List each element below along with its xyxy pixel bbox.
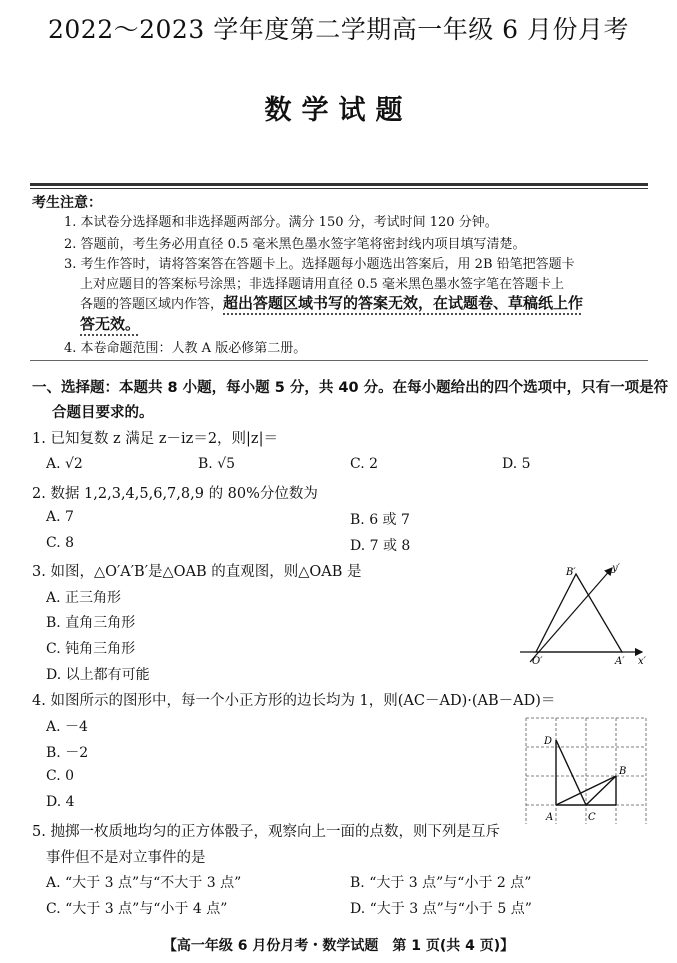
label-a: A xyxy=(546,812,554,823)
notice-item-3-line-3-plain: 各题的答题区域内作答， xyxy=(80,297,224,312)
figure-oblique-triangle xyxy=(512,558,647,668)
notice-item-3-line-1: 3. 考生作答时，请将答案答在答题卡上。选择题每小题选出答案后，用 2B 铅笔把答题卡 xyxy=(64,257,575,272)
q5-option-a: A. “大于 3 点”与“不大于 3 点” xyxy=(46,875,242,891)
label-a-prime: A′ xyxy=(615,656,625,667)
q4-option-b: B. －2 xyxy=(46,745,89,761)
segment-cb xyxy=(586,776,616,805)
q3-option-d: D. 以上都有可能 xyxy=(46,667,150,683)
q5-option-b: B. “大于 3 点”与“小于 2 点” xyxy=(350,875,532,891)
label-o-prime: O′ xyxy=(532,656,543,667)
q4-option-a: A. －4 xyxy=(46,719,88,735)
label-d: D xyxy=(544,736,553,747)
notice-item-3-line-2: 上对应题目的答案标号涂黑；非选择题请用直径 0.5 毫米黑色墨水签字笔在答题卡上 xyxy=(80,277,564,292)
notice-item-3-line-3 xyxy=(80,292,583,313)
label-y-prime: y′ xyxy=(612,563,620,574)
label-x-prime: x′ xyxy=(638,656,646,667)
label-c: C xyxy=(588,812,596,823)
q3-stem: 3. 如图，△O′A′B′是△OAB 的直观图，则△OAB 是 xyxy=(32,564,362,580)
notice-emphasis: 超出答题区域书写的答案无效，在试题卷、草稿纸上作 xyxy=(223,294,584,312)
q5-stem-line-1: 5. 抛掷一枚质地均匀的正方体骰子，观察向上一面的点数，则下列是互斥 xyxy=(32,824,500,840)
label-b-prime: B′ xyxy=(566,567,576,578)
notice-heading: 考生注意： xyxy=(32,195,102,211)
q4-option-d: D. 4 xyxy=(46,794,75,810)
q2-option-b: B. 6 或 7 xyxy=(350,512,410,528)
notice-item-2: 2. 答题前，考生务必用直径 0.5 毫米黑色墨水签字笔将密封线内项目填写清楚。 xyxy=(64,237,526,252)
notice-item-4: 4. 本卷命题范围：人教 A 版必修第二册。 xyxy=(64,341,307,356)
page-footer: 【高一年级 6 月份月考・数学试题 第 1 页(共 4 页)】 xyxy=(162,938,515,954)
q1-option-b: B. √5 xyxy=(198,456,236,472)
notice-item-3-line-4: 答无效。 xyxy=(80,315,141,333)
divider-thin xyxy=(30,188,648,189)
subject-title: 数学试题 xyxy=(264,95,413,126)
segment-dc xyxy=(556,740,586,805)
q3-option-b: B. 直角三角形 xyxy=(46,615,136,631)
q3-option-a: A. 正三角形 xyxy=(46,590,122,606)
q5-option-d: D. “大于 3 点”与“小于 5 点” xyxy=(350,901,532,917)
q5-option-c: C. “大于 3 点”与“小于 4 点” xyxy=(46,901,228,917)
label-b: B xyxy=(619,766,627,777)
q2-stem: 2. 数据 1,2,3,4,5,6,7,8,9 的 80%分位数为 xyxy=(32,486,318,502)
q2-option-a: A. 7 xyxy=(46,509,74,525)
section-heading-line-2: 合题目要求的。 xyxy=(52,405,154,421)
q1-option-c: C. 2 xyxy=(350,456,379,472)
grid-lines xyxy=(526,718,646,824)
figure-grid-vectors xyxy=(524,716,650,826)
q3-option-c: C. 钝角三角形 xyxy=(46,641,136,657)
notice-divider xyxy=(30,360,648,361)
exam-title: 2022～2023 学年度第二学期高一年级 6 月份月考 xyxy=(48,15,629,44)
q2-option-d: D. 7 或 8 xyxy=(350,538,411,554)
q4-stem: 4. 如图所示的图形中，每一个小正方形的边长均为 1，则(AC－AD)·(AB－AD)＝ xyxy=(32,693,556,709)
q5-stem-line-2: 事件但不是对立事件的是 xyxy=(46,850,206,866)
notice-item-1: 1. 本试卷分选择题和非选择题两部分。满分 150 分，考试时间 120 分钟。 xyxy=(64,215,498,230)
q1-stem: 1. 已知复数 z 满足 z－iz＝2，则|z|＝ xyxy=(32,431,278,447)
q1-option-d: D. 5 xyxy=(502,456,531,472)
divider-thick xyxy=(30,183,648,186)
q1-option-a: A. √2 xyxy=(46,456,83,472)
q4-option-c: C. 0 xyxy=(46,768,75,784)
q2-option-c: C. 8 xyxy=(46,535,75,551)
section-heading-line-1: 一、选择题：本题共 8 小题，每小题 5 分，共 40 分。在每小题给出的四个选项中，只有一项是符 xyxy=(32,380,669,396)
